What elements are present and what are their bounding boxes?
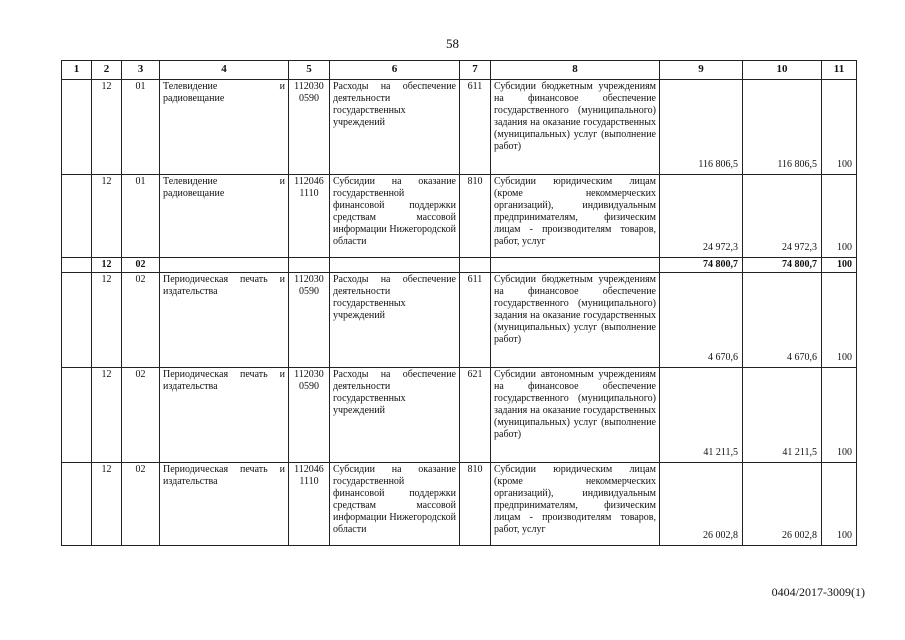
cell-subsection: 02 bbox=[122, 368, 160, 463]
cell-target-name: Расходы на обеспечение деятельности государственных учреждений bbox=[330, 80, 460, 175]
col-header-8: 8 bbox=[491, 61, 660, 80]
col-header-3: 3 bbox=[122, 61, 160, 80]
table-row bbox=[62, 368, 857, 463]
cell-section: 12 bbox=[92, 80, 122, 175]
table-body bbox=[62, 80, 857, 546]
cell-subsection-name: Периодическая печать и издательства bbox=[160, 368, 289, 463]
table-row bbox=[62, 175, 857, 258]
cell-target-name: Расходы на обеспечение деятельности государственных учреждений bbox=[330, 273, 460, 368]
page-number: 58 bbox=[446, 36, 459, 51]
cell-percent: 100 bbox=[822, 258, 857, 273]
cell-percent: 100 bbox=[822, 368, 857, 463]
col-header-6: 6 bbox=[330, 61, 460, 80]
cell-percent: 100 bbox=[822, 175, 857, 258]
cell-target-name: Субсидии на оказание государственной финансовой поддержки средствам массовой информации Нижегородской области bbox=[330, 463, 460, 546]
cell-amount-actual: 41 211,5 bbox=[743, 368, 822, 463]
cell-col1 bbox=[62, 273, 92, 368]
cell-expense-name: Субсидии юридическим лицам (кроме некоммерческих организаций), индивидуальным предпринимателям, физическим лицам - производителям товаров, работ, услуг bbox=[491, 175, 660, 258]
cell-target-code: 112046 1110 bbox=[289, 175, 330, 258]
cell-subsection-name: Периодическая печать и издательства bbox=[160, 273, 289, 368]
cell-expense-name: Субсидии юридическим лицам (кроме некоммерческих организаций), индивидуальным предпринимателям, физическим лицам - производителям товаров, работ, услуг bbox=[491, 463, 660, 546]
cell-target-code bbox=[289, 258, 330, 273]
cell-target-code: 112030 0590 bbox=[289, 273, 330, 368]
cell-section: 12 bbox=[92, 258, 122, 273]
cell-target-name: Субсидии на оказание государственной финансовой поддержки средствам массовой информации Нижегородской области bbox=[330, 175, 460, 258]
col-header-4: 4 bbox=[160, 61, 289, 80]
cell-amount-planned: 26 002,8 bbox=[660, 463, 743, 546]
col-header-5: 5 bbox=[289, 61, 330, 80]
cell-subsection: 02 bbox=[122, 258, 160, 273]
table-header bbox=[62, 61, 857, 80]
cell-section: 12 bbox=[92, 368, 122, 463]
cell-expense-name: Субсидии бюджетным учреждениям на финансовое обеспечение государственного (муниципального) задания на оказание государственных (муниципальных) услуг (выполнение работ) bbox=[491, 80, 660, 175]
cell-expense-code: 810 bbox=[460, 463, 491, 546]
cell-section: 12 bbox=[92, 463, 122, 546]
cell-amount-planned: 116 806,5 bbox=[660, 80, 743, 175]
cell-section: 12 bbox=[92, 273, 122, 368]
subtotal-row bbox=[62, 258, 857, 273]
cell-subsection-name: Периодическая печать и издательства bbox=[160, 463, 289, 546]
col-header-11: 11 bbox=[822, 61, 857, 80]
cell-subsection-name: Телевидение и радиовещание bbox=[160, 80, 289, 175]
cell-subsection-name bbox=[160, 258, 289, 273]
cell-amount-actual: 4 670,6 bbox=[743, 273, 822, 368]
col-header-2: 2 bbox=[92, 61, 122, 80]
cell-percent: 100 bbox=[822, 273, 857, 368]
cell-expense-code bbox=[460, 258, 491, 273]
cell-subsection: 01 bbox=[122, 175, 160, 258]
cell-col1 bbox=[62, 258, 92, 273]
header-row bbox=[62, 61, 857, 80]
cell-target-name bbox=[330, 258, 460, 273]
cell-subsection-name: Телевидение и радиовещание bbox=[160, 175, 289, 258]
col-header-1: 1 bbox=[62, 61, 92, 80]
cell-amount-planned: 24 972,3 bbox=[660, 175, 743, 258]
cell-section: 12 bbox=[92, 175, 122, 258]
cell-expense-code: 611 bbox=[460, 273, 491, 368]
cell-col1 bbox=[62, 175, 92, 258]
col-header-10: 10 bbox=[743, 61, 822, 80]
table-row bbox=[62, 463, 857, 546]
cell-expense-code: 810 bbox=[460, 175, 491, 258]
cell-subsection: 02 bbox=[122, 463, 160, 546]
cell-amount-actual: 116 806,5 bbox=[743, 80, 822, 175]
cell-col1 bbox=[62, 80, 92, 175]
cell-amount-planned: 74 800,7 bbox=[660, 258, 743, 273]
cell-percent: 100 bbox=[822, 80, 857, 175]
cell-expense-name bbox=[491, 258, 660, 273]
col-header-7: 7 bbox=[460, 61, 491, 80]
cell-target-name: Расходы на обеспечение деятельности государственных учреждений bbox=[330, 368, 460, 463]
cell-col1 bbox=[62, 368, 92, 463]
cell-expense-code: 621 bbox=[460, 368, 491, 463]
cell-subsection: 02 bbox=[122, 273, 160, 368]
cell-expense-code: 611 bbox=[460, 80, 491, 175]
cell-amount-actual: 26 002,8 bbox=[743, 463, 822, 546]
cell-target-code: 112046 1110 bbox=[289, 463, 330, 546]
table-row bbox=[62, 80, 857, 175]
document-code: 0404/2017-3009(1) bbox=[771, 585, 865, 599]
cell-amount-planned: 4 670,6 bbox=[660, 273, 743, 368]
cell-amount-planned: 41 211,5 bbox=[660, 368, 743, 463]
cell-col1 bbox=[62, 463, 92, 546]
cell-amount-actual: 24 972,3 bbox=[743, 175, 822, 258]
table-row bbox=[62, 273, 857, 368]
cell-target-code: 112030 0590 bbox=[289, 80, 330, 175]
cell-expense-name: Субсидии бюджетным учреждениям на финансовое обеспечение государственного (муниципального) задания на оказание государственных (муниципальных) услуг (выполнение работ) bbox=[491, 273, 660, 368]
cell-subsection: 01 bbox=[122, 80, 160, 175]
cell-target-code: 112030 0590 bbox=[289, 368, 330, 463]
budget-table bbox=[61, 60, 857, 546]
cell-percent: 100 bbox=[822, 463, 857, 546]
cell-expense-name: Субсидии автономным учреждениям на финансовое обеспечение государственного (муниципального) задания на оказание государственных (муниципальных) услуг (выполнение работ) bbox=[491, 368, 660, 463]
cell-amount-actual: 74 800,7 bbox=[743, 258, 822, 273]
col-header-9: 9 bbox=[660, 61, 743, 80]
